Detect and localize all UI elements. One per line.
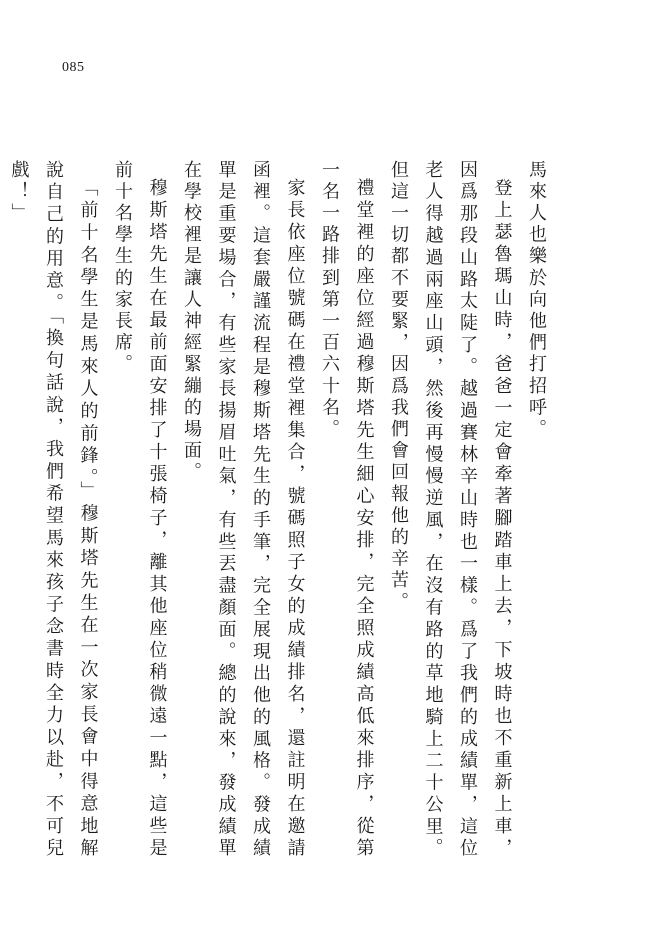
page-number: 085 [62,60,85,75]
paragraph: 馬來人也樂於向他們打招呼。 [526,160,547,441]
paragraph: 家長依座位號碼在禮堂裡集合，號碼照子女的成績排名，還註明在邀請函裡。這套嚴謹流程是穆斯塔先生的手筆，完全展現出他的風格。發成績單是重要場合，有些家長揚眉吐氣，有些丟盡顏面。總的說來，發成績單在學校裡是讓人神經緊繃的場面。 [181,160,306,860]
paragraph: 禮堂裡的座位經過穆斯塔先生細心安排，完全照成績高低來排序，從第一名一路排到第一百六十名。 [319,160,375,860]
body-text [0,160,553,860]
paragraph: 「前十名學生是馬來人的前鋒。」穆斯塔先生在一次家長會中得意地解說自己的用意。「換句話說，我們希望馬來孩子念書時全力以赴，不可兒戲！」 [8,160,99,860]
paragraph: 穆斯塔先生在最前面安排了十張椅子，離其他座位稍微遠一點，這些是前十名學生的家長席。 [112,160,168,860]
paragraph [0,160,1,860]
paragraph: 登上瑟魯瑪山時，爸爸一定會牽著腳踏車上去，下坡時也不重新上車，因爲那段山路太陡了。越過賽林辛山時也一樣。爲了我們的成績單，這位老人得越過兩座山頭，然後再慢慢逆風，在沒有路的草地騎上二十公里。但這一切都不要緊，因爲我們會回報他的辛苦。 [388,160,513,860]
